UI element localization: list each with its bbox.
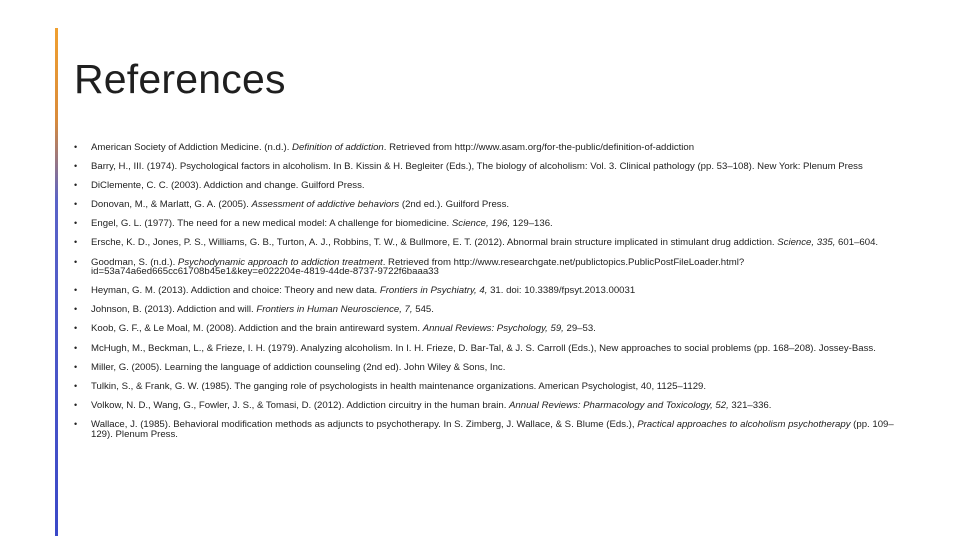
- reference-item: [74, 344, 904, 354]
- page-title: References: [74, 56, 286, 102]
- reference-item: [74, 219, 904, 229]
- reference-list: [74, 143, 904, 449]
- reference-text: . Retrieved from http://www.researchgate.net/publictopics.PublicPostFileLoader.html?id=53a74a6ed665cc61708b45e1&key=e022204e-4819-44de-8737-9722f6baaa33: [91, 256, 745, 278]
- reference-item: [74, 286, 904, 296]
- reference-item: [74, 200, 904, 210]
- reference-text: Johnson, B. (2013). Addiction and will.: [91, 304, 257, 316]
- reference-text: Ersche, K. D., Jones, P. S., Williams, G. B., Turton, A. J., Robbins, T. W., & Bullmore, E. T. (2012). Abnormal brain structure implicated in stimulant drug addiction.: [91, 237, 778, 249]
- reference-text: . Retrieved from http://www.asam.org/for-the-public/definition-of-addiction: [383, 142, 695, 153]
- reference-text: Tulkin, S., & Frank, G. W. (1985). The ganging role of psychologists in health maintenance organizations. American Psychologist, 40, 1125–1129.: [91, 380, 707, 392]
- reference-text: Wallace, J. (1985). Behavioral modification methods as adjuncts to psychotherapy. In S. Zimberg, J. Wallace, & S. Blume (Eds.),: [91, 418, 638, 430]
- reference-item: [74, 181, 904, 191]
- reference-text: Volkow, N. D., Wang, G., Fowler, J. S., & Tomasi, D. (2012). Addiction circuitry in the human brain.: [91, 399, 510, 411]
- reference-text: Engel, G. L. (1977). The need for a new medical model: A challenge for biomedicine.: [91, 218, 452, 230]
- reference-item: [74, 305, 904, 315]
- reference-italic-text: Definition of addiction: [292, 142, 384, 153]
- reference-text: Miller, G. (2005). Learning the language of addiction counseling (2nd ed). John Wiley & Sons, Inc.: [91, 361, 506, 373]
- reference-text: (pp. 109–129). Plenum Press.: [91, 418, 894, 440]
- reference-item: [74, 363, 904, 373]
- reference-text: 29–53.: [563, 323, 596, 335]
- reference-text: Heyman, G. M. (2013). Addiction and choice: Theory and new data.: [91, 285, 380, 297]
- reference-item: [74, 401, 904, 411]
- reference-text: 601–604.: [835, 237, 879, 249]
- reference-italic-text: Annual Reviews: Psychology, 59,: [422, 323, 564, 335]
- reference-italic-text: Assessment of addictive behaviors: [251, 199, 400, 211]
- reference-text: McHugh, M., Beckman, L., & Frieze, I. H. (1979). Analyzing alcoholism. In I. H. Frieze, D. Bar-Tal, & J. S. Carroll (Eds.), New approaches to social problems (pp. 168–208). Jossey-Bass.: [91, 342, 876, 354]
- reference-item: [74, 143, 904, 153]
- reference-item: [74, 238, 904, 248]
- reference-italic-text: Science, 196,: [451, 218, 511, 230]
- reference-text: 545.: [412, 304, 434, 316]
- reference-item: [74, 324, 904, 334]
- reference-italic-text: Practical approaches to alcoholism psychotherapy: [637, 418, 851, 430]
- reference-text: Barry, H., III. (1974). Psychological factors in alcoholism. In B. Kissin & H. Begleiter (Eds.), The biology of alcoholism: Vol. 3. Clinical pathology (pp. 53–108). New York: Plenum Press: [91, 161, 863, 173]
- reference-italic-text: Psychodynamic approach to addiction treatment: [177, 256, 383, 268]
- reference-text: (2nd ed.). Guilford Press.: [399, 199, 510, 211]
- reference-item: [74, 420, 904, 439]
- reference-item: [74, 258, 904, 277]
- reference-text: Donovan, M., & Marlatt, G. A. (2005).: [91, 199, 252, 211]
- accent-bar: [55, 28, 58, 536]
- reference-text: 31. doi: 10.3389/fpsyt.2013.00031: [487, 285, 636, 297]
- reference-italic-text: Frontiers in Human Neuroscience, 7,: [256, 304, 413, 316]
- reference-text: DiClemente, C. C. (2003). Addiction and change. Guilford Press.: [91, 180, 365, 192]
- reference-text: 321–336.: [728, 399, 772, 411]
- reference-italic-text: Annual Reviews: Pharmacology and Toxicology, 52,: [509, 399, 729, 411]
- reference-text: American Society of Addiction Medicine. (n.d.).: [91, 142, 293, 153]
- reference-text: 129–136.: [510, 218, 553, 230]
- reference-italic-text: Science, 335,: [777, 237, 836, 249]
- reference-italic-text: Frontiers in Psychiatry, 4,: [379, 285, 488, 297]
- reference-text: Goodman, S. (n.d.).: [91, 256, 178, 268]
- reference-item: [74, 162, 904, 172]
- reference-item: [74, 382, 904, 392]
- reference-text: Koob, G. F., & Le Moal, M. (2008). Addiction and the brain antireward system.: [91, 323, 423, 335]
